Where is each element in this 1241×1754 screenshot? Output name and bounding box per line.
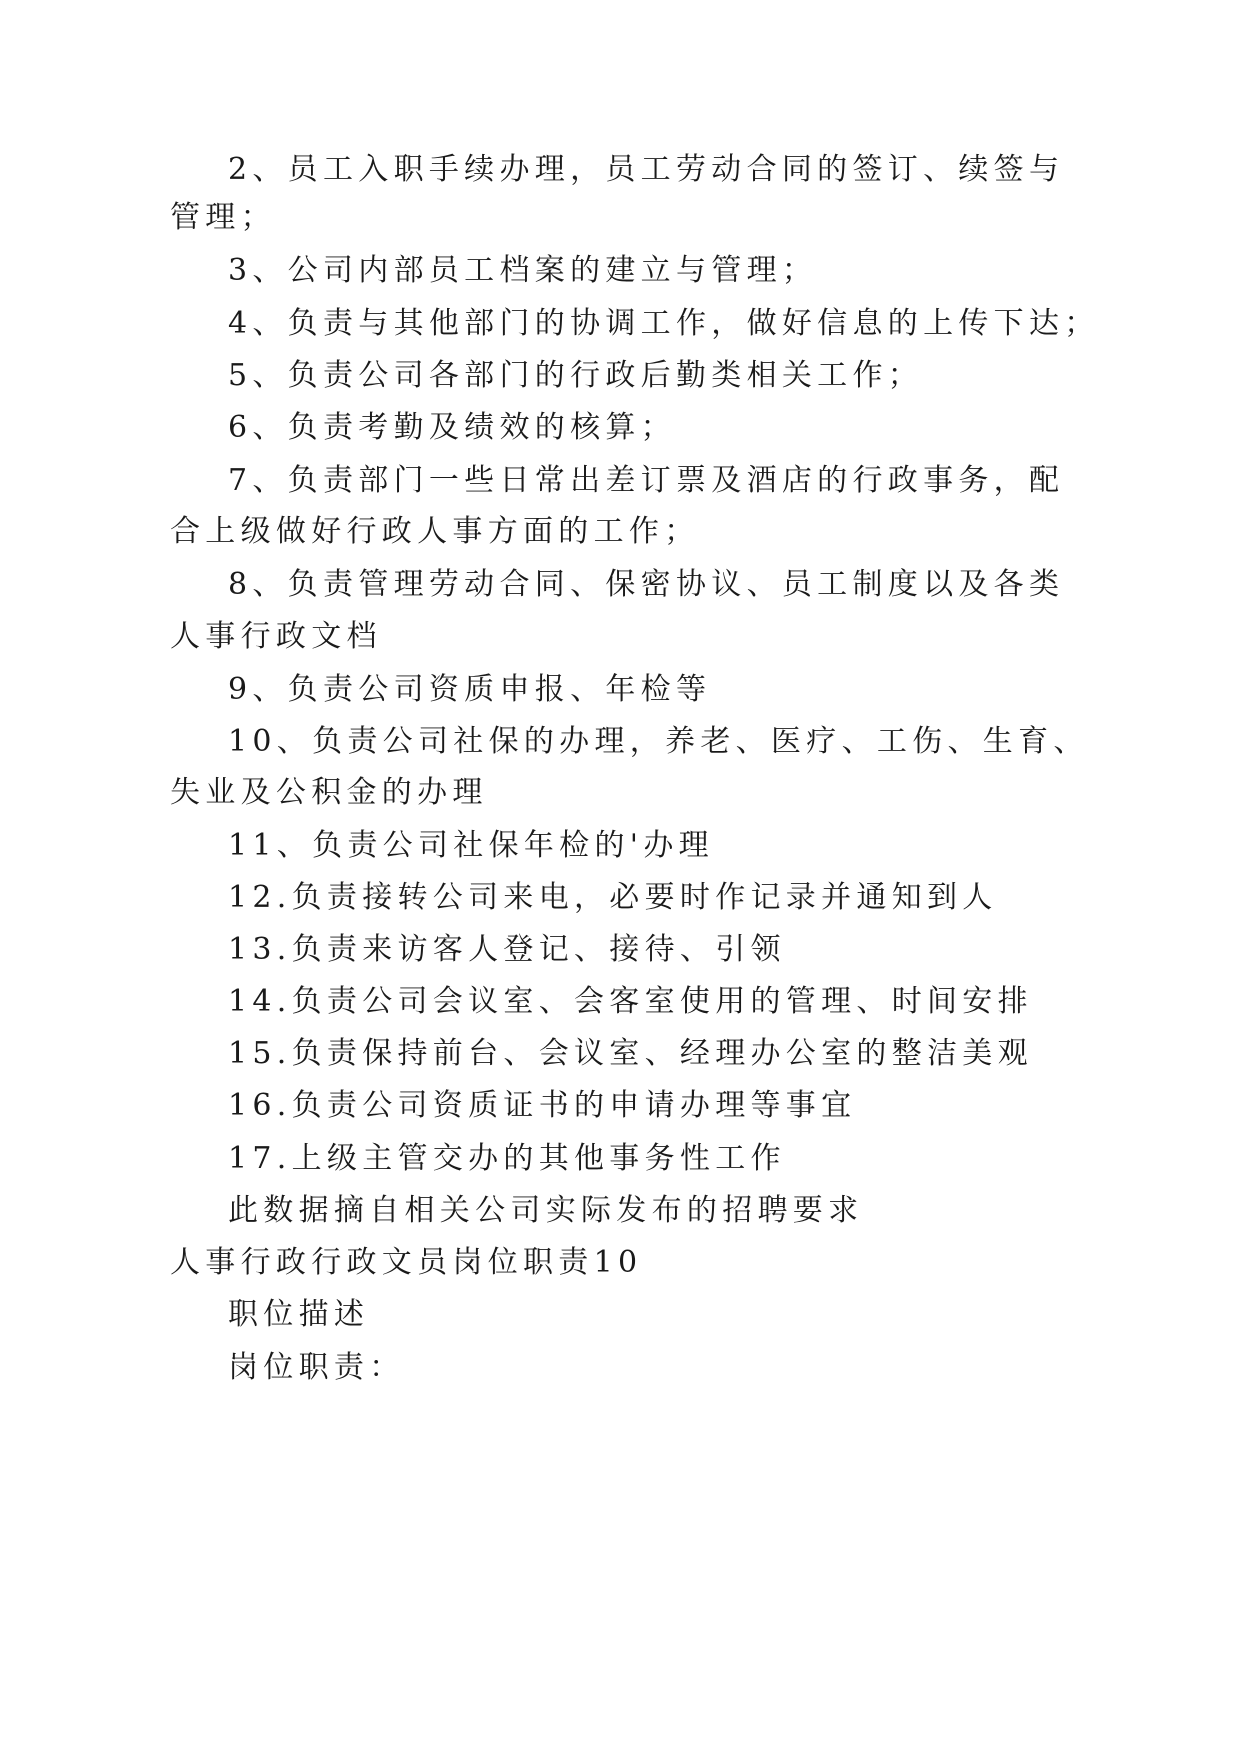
text-line: 14.负责公司会议室、会客室使用的管理、时间安排 — [228, 984, 1033, 1019]
text-line: 13.负责来访客人登记、接待、引领 — [228, 932, 786, 967]
text-line: 12.负责接转公司来电，必要时作记录并通知到人 — [228, 880, 998, 915]
text-line: 6、负责考勤及绩效的核算； — [228, 410, 676, 445]
text-line: 职位描述 — [228, 1297, 370, 1332]
text-line: 4、负责与其他部门的协调工作，做好信息的上传下达； — [228, 306, 1100, 341]
text-line: 17.上级主管交办的其他事务性工作 — [228, 1141, 786, 1176]
text-line: 15.负责保持前台、会议室、经理办公室的整洁美观 — [228, 1036, 1033, 1071]
text-line: 岗位职责： — [228, 1350, 405, 1385]
text-line: 8、负责管理劳动合同、保密协议、员工制度以及各类 — [228, 567, 1065, 602]
text-line: 合上级做好行政人事方面的工作； — [170, 514, 700, 549]
text-line: 3、公司内部员工档案的建立与管理； — [228, 253, 818, 288]
text-line: 2、员工入职手续办理，员工劳动合同的签订、续签与 — [228, 152, 1065, 187]
text-line: 9、负责公司资质申报、年检等 — [228, 672, 712, 707]
text-line: 人事行政文档 — [170, 619, 382, 654]
text-line: 7、负责部门一些日常出差订票及酒店的行政事务，配 — [228, 463, 1065, 498]
text-line: 16.负责公司资质证书的申请办理等事宜 — [228, 1088, 857, 1123]
text-line: 10、负责公司社保的办理，养老、医疗、工伤、生育、 — [228, 724, 1089, 759]
text-line: 失业及公积金的办理 — [170, 775, 488, 810]
text-line: 11、负责公司社保年检的'办理 — [228, 828, 714, 863]
text-line: 5、负责公司各部门的行政后勤类相关工作； — [228, 358, 924, 393]
text-line: 管理； — [170, 200, 276, 235]
text-line: 此数据摘自相关公司实际发布的招聘要求 — [228, 1193, 864, 1228]
text-line: 人事行政行政文员岗位职责10 — [170, 1245, 643, 1280]
